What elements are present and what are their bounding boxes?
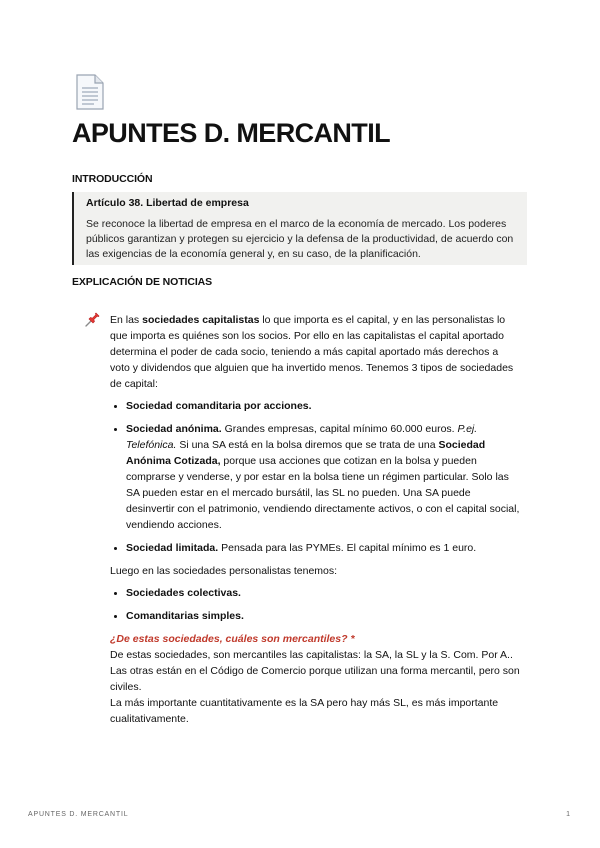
bold-term: Sociedad Anónima Cotizada, [126, 439, 486, 467]
bold-term: Comanditarias simples. [126, 610, 244, 622]
list-item [126, 585, 520, 601]
section-heading-explicacion: EXPLICACIÓN DE NOTICIAS [72, 276, 213, 288]
bold-term: Sociedades colectivas. [126, 587, 241, 599]
capitalistas-paragraph [110, 312, 520, 392]
text-run: En las [110, 314, 143, 326]
quote-block [72, 192, 527, 265]
pushpin-icon [83, 311, 101, 329]
answer-paragraph-1: De estas sociedades, son mercantiles las capitalistas: la SA, la SL y la S. Com. Por A.. Las otras están en el Código de Comercio porque utilizan una forma mercantil, pero son civiles. [110, 649, 520, 693]
quote-text: Se reconoce la libertad de empresa en el marco de la economía de mercado. Los poderes públicos garantizan y protegen su ejercicio y la defensa de la productividad, de acuerdo con las exigencias de la economía general y, en su caso, de la planificación. [86, 218, 514, 260]
bold-term: Sociedad comanditaria por acciones. [126, 400, 312, 412]
list-item [126, 540, 520, 556]
section-heading-introduccion: INTRODUCCIÓN [72, 173, 153, 185]
text-run: Grandes empresas, capital mínimo 60.000 euros. [221, 423, 458, 435]
list-item [126, 608, 520, 624]
answer-paragraph-2: La más importante cuantitativamente es la SA pero hay más SL, es más importante cualitativamente. [110, 697, 499, 725]
text-run: Si una SA está en la bolsa diremos que se trata de una [176, 439, 439, 451]
capital-companies-list [110, 398, 520, 556]
text-run: Pensada para las PYMEs. El capital mínimo es 1 euro. [218, 542, 477, 554]
page-number: 1 [566, 811, 570, 818]
personal-companies-list [110, 585, 520, 624]
list-item [126, 421, 520, 533]
personalistas-intro: Luego en las sociedades personalistas tenemos: [110, 565, 338, 577]
page-title: APUNTES D. MERCANTIL [72, 118, 390, 148]
document-icon [74, 74, 106, 110]
text-run: lo que importa es el capital, y en las personalistas lo que importa es quiénes son los socios. Por ello en las capitalistas el capital aportado determina el poder de cada socio, teniendo a más capital aportado más derechos a voto y dividendos que alguien que ha invertido menos. Tenemos 3 tipos de sociedades de capital: [110, 314, 514, 390]
footer-title: APUNTES D. MERCANTIL [28, 811, 129, 818]
list-item [126, 398, 520, 414]
italic-text: P.ej. Telefónica. [126, 423, 478, 451]
bold-term: Sociedad limitada. [126, 542, 219, 554]
question-text: ¿De estas sociedades, cuáles son mercantiles? * [110, 633, 355, 645]
bold-term: sociedades capitalistas [142, 314, 260, 326]
text-run: porque usa acciones que cotizan en la bolsa y pueden comprarse y venderse, y por estar en la bolsa tiene un régimen particular. Solo las SA pueden estar en el mercado bursátil, las SL no pueden. Una SA puede desinvertir con el patrimonio, vendiendo directamente activos, o con el capital social, vendiendo acciones. [126, 455, 520, 531]
bold-term: Sociedad anónima. [126, 423, 222, 435]
quote-title: Artículo 38. Libertad de empresa [86, 197, 249, 209]
callout-content [110, 312, 520, 727]
